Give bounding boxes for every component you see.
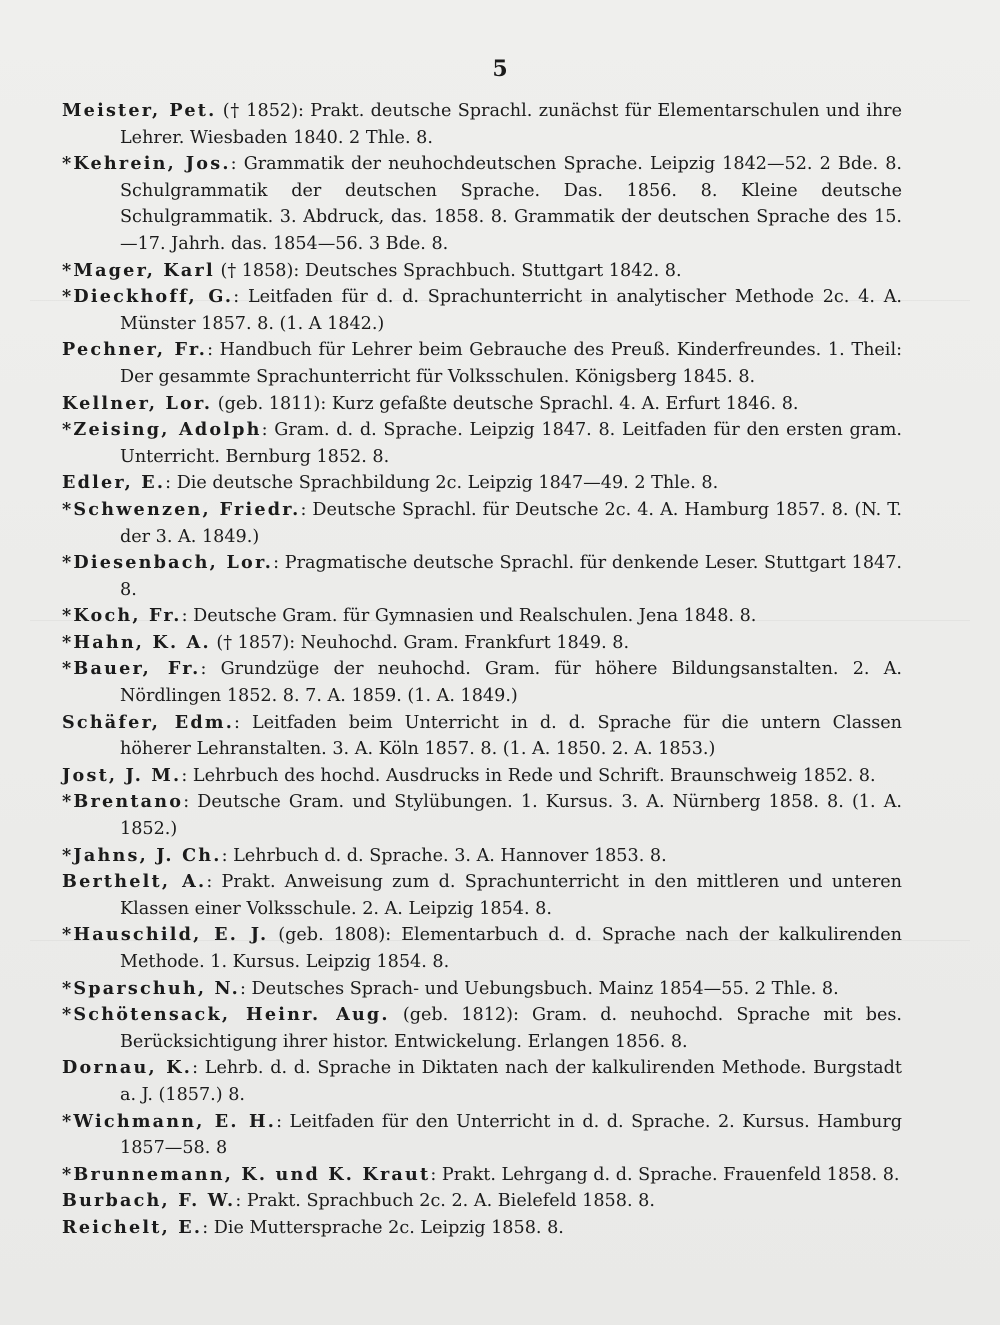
bibliography-entry: [62, 922, 902, 975]
entry-author: *Sparschuh, N.: [62, 977, 241, 999]
bibliography-entry: [62, 258, 902, 285]
entry-text: : Pragmatische deutsche Sprachl. für denkende Leser. Stuttgart 1847. 8.: [120, 553, 902, 600]
bibliography-entry: [62, 417, 902, 470]
bibliography-entry: [62, 710, 902, 763]
entry-text: : Leitfaden für d. d. Sprachunterricht in analytischer Methode 2c. 4. A. Münster 1857. 8. (1. A 1842.): [120, 287, 902, 334]
entry-text: : Grammatik der neuhochdeutschen Sprache. Leipzig 1842—52. 2 Bde. 8. Schulgrammatik der deutschen Sprache. Das. 1856. 8. Kleine deutsche Schulgrammatik. 3. Abdruck, das. 1858. 8. Grammatik der deutschen Sprache des 15.—17. Jahrh. das. 1854—56. 3 Bde. 8.: [120, 154, 902, 254]
entry-text: († 1858): Deutsches Sprachbuch. Stuttgart 1842. 8.: [214, 260, 682, 281]
bibliography-entry: [62, 98, 902, 151]
bibliography-entry: [62, 1109, 902, 1162]
bibliography-entry: [62, 337, 902, 390]
entry-author: *Dieckhoff, G.: [62, 286, 234, 308]
entry-author: *Hahn, K. A.: [62, 631, 211, 653]
bibliography-entry: [62, 843, 902, 870]
bibliography-entry: [62, 1162, 902, 1189]
entry-text: : Leitfaden für den Unterricht in d. d. Sprache. 2. Kursus. Hamburg 1857—58. 8: [120, 1111, 903, 1159]
bibliography-entry: [62, 1002, 902, 1055]
entry-author: Edler, E.: [62, 472, 166, 494]
entry-text: : Deutsche Gram. und Stylübungen. 1. Kursus. 3. A. Nürnberg 1858. 8. (1. A. 1852.): [120, 792, 902, 840]
entry-author: Meister, Pet.: [62, 100, 217, 121]
entry-text: : Deutsche Sprachl. für Deutsche 2c. 4. A. Hamburg 1857. 8. (N. T. der 3. A. 1849.): [120, 499, 902, 547]
bibliography-entry: [62, 763, 902, 790]
entry-text: : Deutsches Sprach- und Uebungsbuch. Mainz 1854—55. 2 Thle. 8.: [240, 978, 839, 999]
entry-author: *Brunnemann, K. und K. Kraut: [62, 1163, 431, 1185]
entry-author: *Kehrein, Jos.: [62, 153, 231, 175]
bibliography-entry: [62, 656, 902, 709]
entry-author: Jost, J. M.: [62, 764, 182, 786]
bibliography-entry: [62, 1215, 902, 1242]
entry-author: Kellner, Lor.: [62, 392, 213, 414]
entry-author: *Hauschild, E. J.: [62, 924, 269, 946]
entry-author: Dornau, K.: [62, 1057, 193, 1079]
page-number: 5: [492, 56, 508, 82]
bibliography-entry: [62, 789, 902, 842]
bibliography-entry: [62, 1188, 902, 1215]
entry-author: *Jahns, J. Ch.: [62, 844, 222, 866]
entry-author: *Koch, Fr.: [62, 605, 182, 627]
entry-author: *Schwenzen, Friedr.: [62, 498, 301, 520]
entry-text: (geb. 1812): Gram. d. neuhochd. Sprache mit bes. Berücksichtigung ihrer histor. Entwickelung. Erlangen 1856. 8.: [120, 1005, 902, 1052]
bibliography-entry: [62, 1055, 902, 1108]
entry-author: *Wichmann, E. H.: [62, 1110, 277, 1132]
bibliography-entry: [62, 869, 902, 922]
bibliography-entry: [62, 976, 902, 1003]
bibliography-entry: [62, 630, 902, 657]
bibliography-entry: [62, 550, 902, 603]
entry-text: : Die deutsche Sprachbildung 2c. Leipzig 1847—49. 2 Thle. 8.: [165, 473, 719, 494]
entry-text: : Grundzüge der neuhochd. Gram. für höhere Bildungsanstalten. 2. A. Nördlingen 1852. 8. 7. A. 1859. (1. A. 1849.): [120, 659, 902, 707]
entry-text: : Lehrb. d. d. Sprache in Diktaten nach der kalkulirenden Methode. Burgstadt a. J. (1857.) 8.: [120, 1058, 902, 1105]
entry-text: († 1852): Prakt. deutsche Sprachl. zunächst für Elementarschulen und ihre Lehrer. Wiesbaden 1840. 2 Thle. 8.: [120, 101, 902, 148]
entry-text: : Die Muttersprache 2c. Leipzig 1858. 8.: [202, 1217, 564, 1238]
entry-author: Berthelt, A.: [62, 871, 207, 893]
bibliography-list: [62, 98, 902, 1242]
entry-text: : Gram. d. d. Sprache. Leipzig 1847. 8. Leitfaden für den ersten gram. Unterricht. Bernburg 1852. 8.: [120, 420, 902, 467]
entry-author: Burbach, F. W.: [62, 1190, 236, 1212]
bibliography-entry: [62, 151, 902, 257]
bibliography-entry: [62, 391, 902, 418]
entry-text: : Leitfaden beim Unterricht in d. d. Sprache für die untern Classen höherer Lehranstalten. 3. A. Köln 1857. 8. (1. A. 1850. 2. A. 1853.): [120, 712, 902, 760]
entry-text: : Prakt. Sprachbuch 2c. 2. A. Bielefeld 1858. 8.: [235, 1191, 655, 1212]
entry-author: *Schötensack, Heinr. Aug.: [62, 1004, 390, 1026]
bibliography-entry: [62, 497, 902, 550]
entry-text: : Lehrbuch d. d. Sprache. 3. A. Hannover 1853. 8.: [221, 845, 667, 866]
entry-text: : Deutsche Gram. für Gymnasien und Realschulen. Jena 1848. 8.: [181, 606, 757, 627]
entry-author: Pechner, Fr.: [62, 339, 208, 361]
entry-text: : Prakt. Lehrgang d. d. Sprache. Frauenfeld 1858. 8.: [430, 1164, 900, 1185]
entry-author: *Zeising, Adolph: [62, 419, 262, 441]
entry-text: : Prakt. Anweisung zum d. Sprachunterricht in den mittleren und unteren Klassen einer Volksschule. 2. A. Leipzig 1854. 8.: [120, 872, 902, 919]
entry-author: Schäfer, Edm.: [62, 711, 235, 733]
entry-text: (geb. 1808): Elementarbuch d. d. Sprache nach der kalkulirenden Methode. 1. Kursus. Leipzig 1854. 8.: [120, 925, 902, 972]
entry-text: : Lehrbuch des hochd. Ausdrucks in Rede und Schrift. Braunschweig 1852. 8.: [181, 765, 876, 786]
entry-author: *Diesenbach, Lor.: [62, 552, 274, 574]
bibliography-entry: [62, 284, 902, 337]
entry-author: *Brentano: [62, 791, 184, 813]
entry-author: *Mager, Karl: [62, 259, 215, 281]
entry-text: († 1857): Neuhochd. Gram. Frankfurt 1849. 8.: [210, 632, 630, 653]
bibliography-entry: [62, 470, 902, 497]
bibliography-entry: [62, 603, 902, 630]
entry-author: *Bauer, Fr.: [62, 658, 201, 680]
entry-author: Reichelt, E.: [62, 1216, 203, 1238]
entry-text: : Handbuch für Lehrer beim Gebrauche des Preuß. Kinderfreundes. 1. Theil: Der gesammte Sprachunterricht für Volksschulen. Königsberg 1845. 8.: [120, 340, 902, 387]
entry-text: (geb. 1811): Kurz gefaßte deutsche Sprachl. 4. A. Erfurt 1846. 8.: [212, 393, 799, 414]
